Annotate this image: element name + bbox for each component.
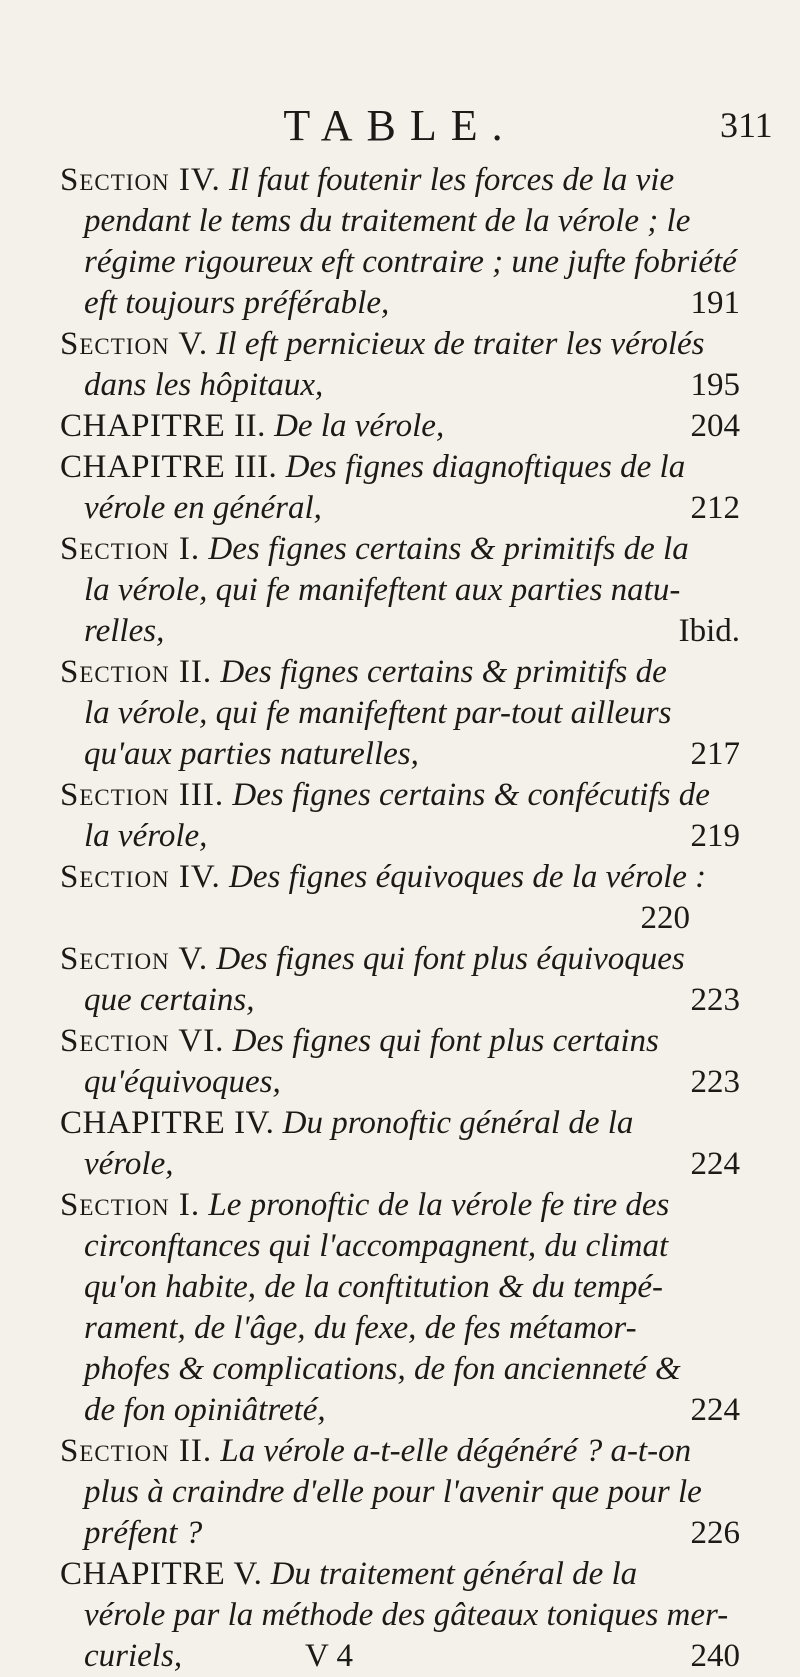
- entry-line: [60, 980, 750, 1021]
- chapter-entry: [60, 447, 750, 529]
- entry-page-number: 212: [690, 490, 740, 526]
- entry-line: [60, 1267, 750, 1308]
- entry-text: qu'équivoques,: [84, 1064, 281, 1100]
- entry-label: Section III.: [60, 777, 225, 813]
- page-header: [0, 100, 800, 156]
- entry-line: [60, 652, 750, 693]
- entry-label: CHAPITRE V.: [60, 1556, 263, 1592]
- entry-text: vérole par la méthode des gâteaux toniques mer-: [84, 1597, 729, 1633]
- entry-text: Des fignes qui font plus certains: [232, 1023, 659, 1059]
- entry-label: Section V.: [60, 941, 209, 977]
- entry-page-number: 191: [690, 285, 740, 321]
- entry-label: Section I.: [60, 531, 201, 567]
- entry-line: [60, 1062, 750, 1103]
- chapter-entry: [60, 1554, 750, 1677]
- entry-text: Il eft pernicieux de traiter les vérolés: [216, 326, 705, 362]
- entry-line: [60, 734, 750, 775]
- entry-label: Section II.: [60, 1433, 213, 1469]
- entry-text: Des fignes qui font plus équivoques: [216, 941, 685, 977]
- section-entry: [60, 529, 750, 652]
- section-entry: [60, 775, 750, 857]
- entry-page-number: 223: [690, 1064, 740, 1100]
- entry-text: de fon opiniâtreté,: [84, 1392, 326, 1428]
- entry-text: plus à craindre d'elle pour l'avenir que pour le: [84, 1474, 702, 1510]
- entry-line: [60, 201, 750, 242]
- entry-line: [60, 447, 750, 488]
- entry-text: la vérole,: [84, 818, 208, 854]
- entry-line: [60, 939, 750, 980]
- entry-text: Du pronoftic général de la: [282, 1105, 634, 1141]
- entry-text: pendant le tems du traitement de la vérole ; le: [84, 203, 691, 239]
- entry-line: [60, 1390, 750, 1431]
- entry-line: [60, 1349, 750, 1390]
- entry-text: La vérole a-t-elle dégénéré ? a-t-on: [220, 1433, 692, 1469]
- entry-line: [60, 365, 750, 406]
- entry-text: relles,: [84, 613, 165, 649]
- entry-label: Section I.: [60, 1187, 201, 1223]
- entry-page-number: 204: [690, 408, 740, 444]
- entry-text: Il faut foutenir les forces de la vie: [229, 162, 675, 198]
- section-entry: [60, 1185, 750, 1431]
- entry-label: Section II.: [60, 654, 213, 690]
- entry-label: CHAPITRE II.: [60, 408, 266, 444]
- entry-line: [60, 1226, 750, 1267]
- entry-text: que certains,: [84, 982, 255, 1018]
- entry-page-number: 224: [690, 1392, 740, 1428]
- entry-line: [60, 1185, 750, 1226]
- chapter-entry: [60, 406, 750, 447]
- entry-line: [60, 1103, 750, 1144]
- signature-mark: V 4: [305, 1638, 353, 1674]
- entry-label: CHAPITRE IV.: [60, 1105, 275, 1141]
- entry-text: Le pronoftic de la vérole fe tire des: [208, 1187, 670, 1223]
- entry-text: Des fignes certains & primitifs de la: [208, 531, 689, 567]
- entry-line: [60, 816, 750, 857]
- entry-label: Section VI.: [60, 1023, 225, 1059]
- entry-line: [60, 1144, 750, 1185]
- entry-text: la vérole, qui fe manifeftent par-tout ailleurs: [84, 695, 672, 731]
- entry-line: [60, 1554, 750, 1595]
- entry-line: [60, 775, 750, 816]
- entry-page-number: 240: [690, 1638, 740, 1674]
- entry-page-number: 220: [640, 900, 690, 936]
- section-entry: [60, 1021, 750, 1103]
- entry-line: [60, 160, 750, 201]
- entry-text: Des fignes équivoques de la vérole :: [229, 859, 707, 895]
- entry-text: régime rigoureux eft contraire ; une jufte fobriété: [84, 244, 737, 280]
- entry-text: Des fignes certains & confécutifs de: [232, 777, 710, 813]
- entry-line: [60, 488, 750, 529]
- entry-text: Des fignes certains & primitifs de: [220, 654, 667, 690]
- section-entry: [60, 160, 750, 324]
- section-entry: [60, 324, 750, 406]
- entry-text: vérole,: [84, 1146, 174, 1182]
- table-of-contents: [60, 160, 750, 1677]
- section-entry: [60, 1431, 750, 1554]
- entry-line: [60, 693, 750, 734]
- entry-text: dans les hôpitaux,: [84, 367, 324, 403]
- entry-page-number: 219: [690, 818, 740, 854]
- entry-text: vérole en général,: [84, 490, 322, 526]
- entry-line: [60, 1472, 750, 1513]
- entry-text: Des fignes diagnoftiques de la: [285, 449, 686, 485]
- entry-text: la vérole, qui fe manifeftent aux parties natu-: [84, 572, 681, 608]
- entry-line: [60, 283, 750, 324]
- entry-label: Section V.: [60, 326, 209, 362]
- page-number: 311: [720, 105, 773, 145]
- entry-line: [60, 1021, 750, 1062]
- entry-text: curiels,: [84, 1638, 183, 1674]
- entry-text: eft toujours préférable,: [84, 285, 390, 321]
- entry-page-number: 195: [690, 367, 740, 403]
- entry-line: [60, 1308, 750, 1349]
- entry-page-number: 217: [690, 736, 740, 772]
- entry-line: [60, 1431, 750, 1472]
- entry-line: [60, 406, 750, 447]
- entry-text: rament, de l'âge, du fexe, de fes métamor-: [84, 1310, 637, 1346]
- section-entry: [60, 857, 750, 939]
- entry-text: phofes & complications, de fon ancienneté &: [84, 1351, 681, 1387]
- entry-text: qu'aux parties naturelles,: [84, 736, 419, 772]
- section-entry: [60, 939, 750, 1021]
- entry-line: [60, 611, 750, 652]
- entry-line: [60, 857, 750, 898]
- entry-line: [60, 1513, 750, 1554]
- section-entry: [60, 652, 750, 775]
- entry-line: [60, 242, 750, 283]
- entry-page-number: Ibid.: [678, 613, 740, 649]
- running-title: TABLE.: [283, 101, 517, 150]
- entry-label: Section IV.: [60, 859, 221, 895]
- entry-line: [60, 529, 750, 570]
- entry-line: [60, 1595, 750, 1636]
- entry-text: De la vérole,: [274, 408, 445, 444]
- entry-line: [60, 570, 750, 611]
- entry-page-number: 226: [690, 1515, 740, 1551]
- entry-page-number: 224: [690, 1146, 740, 1182]
- chapter-entry: [60, 1103, 750, 1185]
- entry-line: [60, 324, 750, 365]
- entry-line: [60, 1636, 750, 1677]
- entry-label: Section IV.: [60, 162, 221, 198]
- entry-text: qu'on habite, de la conftitution & du tempé-: [84, 1269, 663, 1305]
- entry-label: CHAPITRE III.: [60, 449, 278, 485]
- entry-text: Du traitement général de la: [270, 1556, 638, 1592]
- entry-text: circonftances qui l'accompagnent, du climat: [84, 1228, 669, 1264]
- entry-text: préfent ?: [84, 1515, 203, 1551]
- entry-page-number: 223: [690, 982, 740, 1018]
